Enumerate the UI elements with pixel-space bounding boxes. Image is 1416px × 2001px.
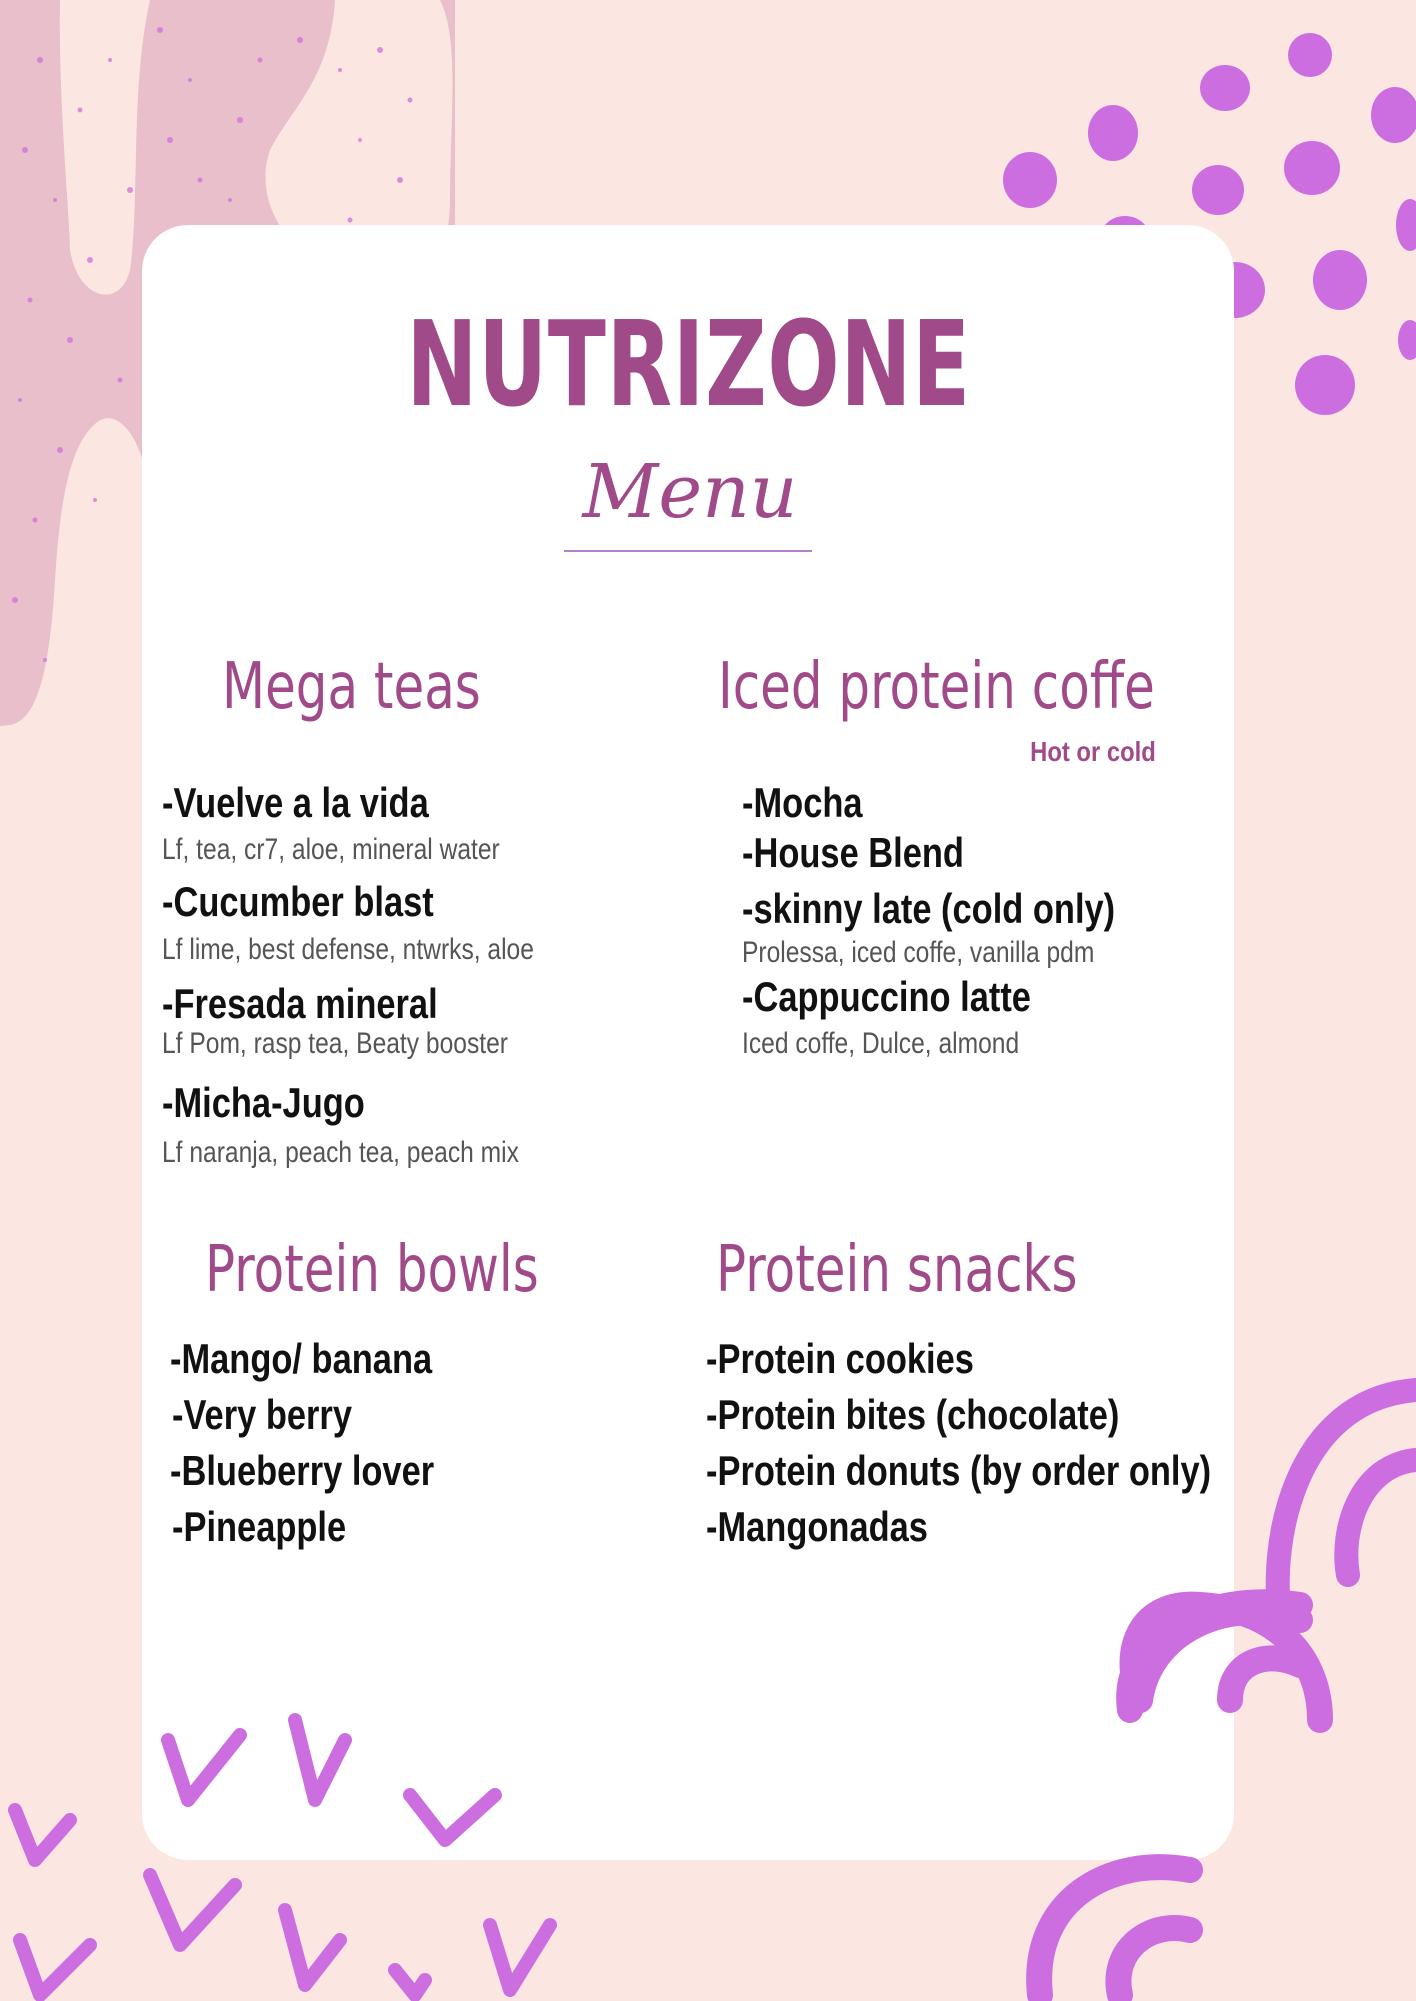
menu-title: NUTRIZONE [406,295,971,433]
section-mega-teas [222,650,554,724]
menu-item-name: -Pineapple [172,1503,347,1550]
menu-item-name: -skinny late (cold only) [742,885,1116,932]
menu-item-desc: Lf, tea, cr7, aloe, mineral water [162,833,500,866]
menu-item-desc: Prolessa, iced coffe, vanilla pdm [742,936,1095,969]
divider-line [564,550,812,552]
section-title: Protein snacks [716,1233,1078,1307]
section-protein-bowls [205,1233,633,1307]
menu-item-name: -Protein cookies [706,1335,974,1382]
menu-item-name: -Protein bites (chocolate) [706,1391,1120,1438]
menu-subtitle: Menu [582,449,798,535]
section-title: Mega teas [222,650,481,724]
menu-item-name: -Blueberry lover [170,1447,435,1494]
menu-item-name: -Mango/ banana [170,1335,433,1382]
menu-item-name: -Fresada mineral [162,980,438,1027]
menu-item-desc: Iced coffe, Dulce, almond [742,1027,1020,1060]
menu-item-name: -Micha-Jugo [162,1079,365,1126]
menu-item-desc: Lf naranja, peach tea, peach mix [162,1136,519,1169]
menu-item-name: -House Blend [742,829,964,876]
section-title: Protein bowls [205,1233,539,1307]
menu-item-name: -Very berry [172,1391,352,1438]
menu-item-name: -Cucumber blast [162,878,434,925]
menu-item-desc: Lf lime, best defense, ntwrks, aloe [162,933,534,966]
section-note: Hot or cold [1030,736,1156,767]
section-iced-protein-coffe [718,650,1278,724]
section-title: Iced protein coffe [718,650,1155,724]
menu-item-name: -Mocha [742,779,863,826]
menu-item-name: -Vuelve a la vida [162,779,429,826]
menu-item-name: -Mangonadas [706,1503,928,1550]
menu-item-name: -Cappuccino latte [742,973,1031,1020]
menu-item-desc: Lf Pom, rasp tea, Beaty booster [162,1027,508,1060]
menu-item-name: -Protein donuts (by order only) [706,1447,1212,1494]
section-protein-snacks [716,1233,1179,1307]
